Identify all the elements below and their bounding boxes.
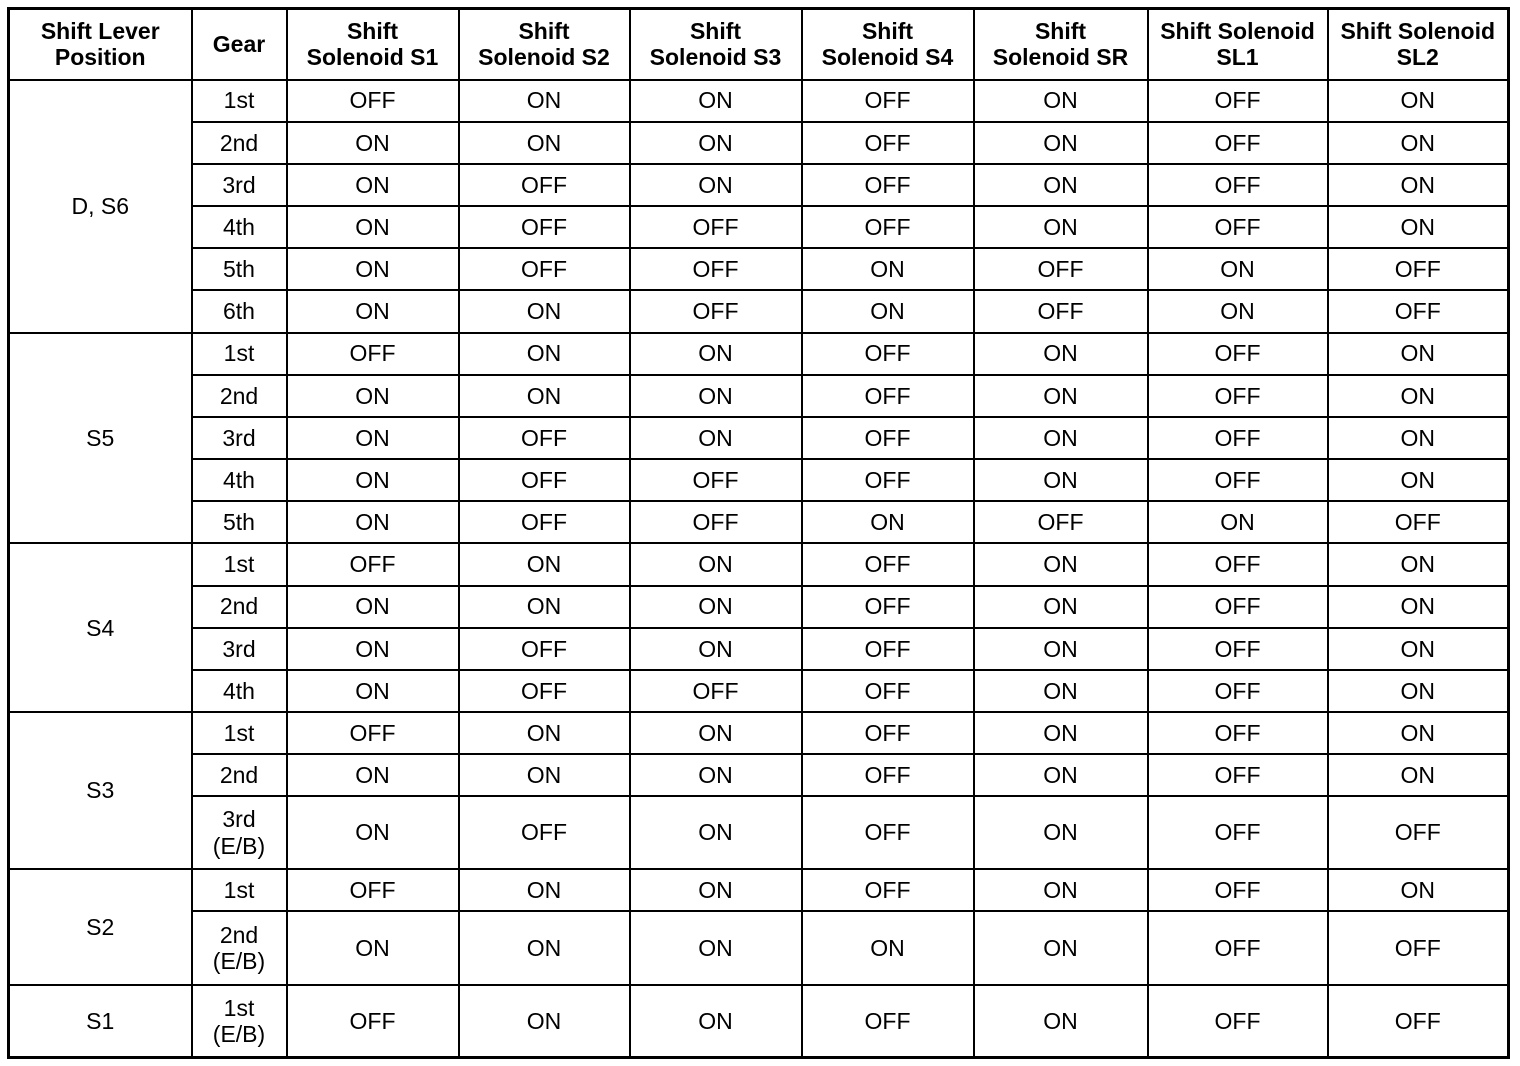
solenoid-state-cell: OFF (974, 501, 1148, 543)
solenoid-state-cell: OFF (630, 248, 802, 290)
solenoid-state-cell: OFF (630, 670, 802, 712)
header-solenoid-s2: Shift Solenoid S2 (459, 9, 630, 80)
solenoid-state-cell: OFF (459, 670, 630, 712)
gear-cell: 3rd (192, 628, 287, 670)
solenoid-state-cell: OFF (287, 80, 459, 122)
solenoid-state-cell: ON (802, 248, 974, 290)
gear-cell: 1st (192, 333, 287, 375)
header-solenoid-sl2: Shift Solenoid SL2 (1328, 9, 1509, 80)
solenoid-state-cell: OFF (1148, 869, 1328, 911)
solenoid-state-cell: ON (974, 712, 1148, 754)
solenoid-state-cell: ON (1328, 333, 1509, 375)
gear-cell: 6th (192, 290, 287, 332)
gear-cell: 3rd (192, 417, 287, 459)
solenoid-state-cell: ON (459, 985, 630, 1057)
gear-cell: 1st (192, 80, 287, 122)
solenoid-state-cell: OFF (802, 459, 974, 501)
table-row (9, 543, 1509, 585)
solenoid-state-cell: ON (287, 796, 459, 868)
solenoid-operation-table (7, 7, 1510, 1059)
header-solenoid-s1: Shift Solenoid S1 (287, 9, 459, 80)
solenoid-state-cell: ON (1328, 670, 1509, 712)
solenoid-state-cell: OFF (459, 164, 630, 206)
solenoid-state-cell: ON (974, 869, 1148, 911)
solenoid-state-cell: ON (974, 122, 1148, 164)
header-solenoid-sr: Shift Solenoid SR (974, 9, 1148, 80)
solenoid-state-cell: OFF (1148, 122, 1328, 164)
solenoid-state-cell: ON (287, 417, 459, 459)
solenoid-state-cell: ON (1328, 754, 1509, 796)
gear-cell: 2nd (192, 754, 287, 796)
shift-lever-position-cell: S4 (9, 543, 192, 712)
solenoid-state-cell: OFF (459, 459, 630, 501)
solenoid-state-cell: OFF (287, 543, 459, 585)
solenoid-state-cell: OFF (802, 754, 974, 796)
gear-cell: 1st (E/B) (192, 985, 287, 1057)
gear-cell: 2nd (192, 122, 287, 164)
table-row (9, 985, 1509, 1057)
solenoid-state-cell: ON (459, 290, 630, 332)
solenoid-state-cell: ON (459, 911, 630, 985)
solenoid-state-cell: OFF (802, 164, 974, 206)
solenoid-state-cell: OFF (802, 417, 974, 459)
solenoid-state-cell: OFF (1148, 586, 1328, 628)
solenoid-state-cell: OFF (1148, 417, 1328, 459)
solenoid-state-cell: OFF (1148, 164, 1328, 206)
solenoid-state-cell: ON (459, 333, 630, 375)
solenoid-state-cell: ON (974, 333, 1148, 375)
solenoid-state-cell: ON (287, 375, 459, 417)
solenoid-state-cell: ON (287, 670, 459, 712)
solenoid-state-cell: OFF (802, 122, 974, 164)
solenoid-state-cell: OFF (802, 796, 974, 868)
gear-cell: 3rd (192, 164, 287, 206)
gear-cell: 5th (192, 501, 287, 543)
solenoid-state-cell: ON (287, 248, 459, 290)
table-row (9, 869, 1509, 911)
table-row (9, 290, 1509, 332)
solenoid-state-cell: OFF (802, 333, 974, 375)
solenoid-state-cell: ON (630, 712, 802, 754)
solenoid-state-cell: ON (974, 586, 1148, 628)
solenoid-state-cell: ON (1328, 417, 1509, 459)
solenoid-state-cell: ON (974, 754, 1148, 796)
table-row (9, 459, 1509, 501)
solenoid-state-cell: ON (1328, 628, 1509, 670)
header-shift-lever-position: Shift Lever Position (9, 9, 192, 80)
solenoid-state-cell: ON (287, 164, 459, 206)
solenoid-state-cell: ON (1328, 543, 1509, 585)
solenoid-state-cell: ON (974, 417, 1148, 459)
solenoid-state-cell: OFF (802, 670, 974, 712)
solenoid-state-cell: OFF (287, 333, 459, 375)
solenoid-state-cell: ON (1148, 290, 1328, 332)
solenoid-state-cell: OFF (1328, 911, 1509, 985)
solenoid-state-cell: OFF (459, 796, 630, 868)
solenoid-state-cell: OFF (630, 206, 802, 248)
solenoid-state-cell: OFF (287, 869, 459, 911)
table-row (9, 375, 1509, 417)
shift-lever-position-cell: S3 (9, 712, 192, 869)
solenoid-state-cell: OFF (459, 628, 630, 670)
solenoid-state-cell: ON (1328, 712, 1509, 754)
gear-cell: 1st (192, 543, 287, 585)
solenoid-state-cell: ON (630, 586, 802, 628)
table-row (9, 248, 1509, 290)
solenoid-state-cell: OFF (802, 375, 974, 417)
solenoid-state-cell: ON (630, 375, 802, 417)
table-row (9, 712, 1509, 754)
solenoid-state-cell: ON (802, 911, 974, 985)
solenoid-state-cell: OFF (1148, 80, 1328, 122)
solenoid-state-cell: ON (459, 754, 630, 796)
solenoid-state-cell: ON (459, 122, 630, 164)
solenoid-state-cell: ON (1328, 206, 1509, 248)
solenoid-state-cell: OFF (630, 501, 802, 543)
solenoid-state-cell: ON (630, 122, 802, 164)
solenoid-state-cell: ON (1328, 122, 1509, 164)
solenoid-state-cell: OFF (802, 628, 974, 670)
table-row (9, 628, 1509, 670)
table-row (9, 501, 1509, 543)
header-gear: Gear (192, 9, 287, 80)
solenoid-state-cell: OFF (287, 985, 459, 1057)
solenoid-state-cell: OFF (802, 869, 974, 911)
solenoid-state-cell: ON (459, 375, 630, 417)
solenoid-state-cell: ON (630, 869, 802, 911)
table-row (9, 80, 1509, 122)
solenoid-state-cell: ON (630, 985, 802, 1057)
solenoid-state-cell: ON (630, 333, 802, 375)
solenoid-state-cell: OFF (459, 501, 630, 543)
solenoid-state-cell: OFF (1148, 712, 1328, 754)
solenoid-state-cell: ON (630, 796, 802, 868)
gear-cell: 1st (192, 712, 287, 754)
solenoid-state-cell: ON (974, 628, 1148, 670)
solenoid-state-cell: ON (1148, 248, 1328, 290)
solenoid-state-cell: ON (974, 670, 1148, 712)
solenoid-state-cell: OFF (802, 586, 974, 628)
solenoid-state-cell: OFF (1148, 754, 1328, 796)
solenoid-state-cell: ON (1328, 80, 1509, 122)
solenoid-state-cell: ON (630, 543, 802, 585)
solenoid-state-cell: ON (630, 628, 802, 670)
solenoid-state-cell: ON (974, 375, 1148, 417)
solenoid-state-cell: OFF (1148, 459, 1328, 501)
solenoid-state-cell: ON (287, 122, 459, 164)
solenoid-state-cell: ON (1328, 459, 1509, 501)
solenoid-state-cell: OFF (1148, 628, 1328, 670)
solenoid-state-cell: ON (974, 164, 1148, 206)
solenoid-state-cell: OFF (1148, 796, 1328, 868)
shift-lever-position-cell: S1 (9, 985, 192, 1057)
solenoid-state-cell: ON (287, 911, 459, 985)
solenoid-state-cell: ON (802, 501, 974, 543)
solenoid-state-cell: ON (1328, 164, 1509, 206)
solenoid-state-cell: ON (287, 754, 459, 796)
table-row (9, 911, 1509, 985)
table-row (9, 417, 1509, 459)
table-row (9, 122, 1509, 164)
solenoid-state-cell: OFF (1328, 796, 1509, 868)
solenoid-state-cell: ON (974, 206, 1148, 248)
shift-lever-position-cell: S2 (9, 869, 192, 985)
solenoid-state-cell: OFF (802, 712, 974, 754)
solenoid-state-cell: ON (630, 911, 802, 985)
gear-cell: 4th (192, 670, 287, 712)
solenoid-state-cell: OFF (802, 80, 974, 122)
header-solenoid-s3: Shift Solenoid S3 (630, 9, 802, 80)
solenoid-state-cell: OFF (459, 248, 630, 290)
gear-cell: 3rd (E/B) (192, 796, 287, 868)
table-row (9, 670, 1509, 712)
solenoid-state-cell: OFF (802, 985, 974, 1057)
solenoid-state-cell: OFF (1328, 290, 1509, 332)
solenoid-state-cell: OFF (1148, 375, 1328, 417)
solenoid-state-cell: ON (287, 501, 459, 543)
solenoid-state-cell: ON (459, 586, 630, 628)
shift-lever-position-cell: D, S6 (9, 80, 192, 333)
solenoid-state-cell: ON (287, 206, 459, 248)
header-solenoid-s4: Shift Solenoid S4 (802, 9, 974, 80)
gear-cell: 2nd (192, 586, 287, 628)
solenoid-state-cell: ON (459, 80, 630, 122)
solenoid-state-cell: ON (1148, 501, 1328, 543)
solenoid-state-cell: ON (1328, 375, 1509, 417)
solenoid-state-cell: OFF (1148, 985, 1328, 1057)
solenoid-state-cell: OFF (459, 206, 630, 248)
solenoid-state-cell: OFF (459, 417, 630, 459)
gear-cell: 4th (192, 206, 287, 248)
solenoid-state-cell: ON (1328, 869, 1509, 911)
solenoid-state-cell: OFF (1328, 985, 1509, 1057)
solenoid-state-cell: OFF (1328, 248, 1509, 290)
solenoid-state-cell: OFF (630, 290, 802, 332)
gear-cell: 2nd (E/B) (192, 911, 287, 985)
solenoid-state-cell: ON (974, 459, 1148, 501)
solenoid-state-cell: ON (287, 459, 459, 501)
solenoid-state-cell: ON (974, 985, 1148, 1057)
header-row (9, 9, 1509, 80)
solenoid-state-cell: ON (287, 628, 459, 670)
solenoid-state-cell: ON (974, 543, 1148, 585)
solenoid-state-cell: ON (630, 164, 802, 206)
solenoid-state-cell: OFF (630, 459, 802, 501)
gear-cell: 4th (192, 459, 287, 501)
solenoid-state-cell: OFF (1328, 501, 1509, 543)
table-row (9, 333, 1509, 375)
solenoid-state-cell: ON (287, 290, 459, 332)
solenoid-state-cell: OFF (974, 290, 1148, 332)
table-row (9, 586, 1509, 628)
solenoid-state-cell: ON (459, 712, 630, 754)
solenoid-state-cell: ON (459, 869, 630, 911)
gear-cell: 2nd (192, 375, 287, 417)
solenoid-state-cell: OFF (287, 712, 459, 754)
solenoid-state-cell: ON (974, 796, 1148, 868)
solenoid-state-cell: ON (802, 290, 974, 332)
gear-cell: 1st (192, 869, 287, 911)
gear-cell: 5th (192, 248, 287, 290)
table-row (9, 754, 1509, 796)
solenoid-state-cell: OFF (1148, 670, 1328, 712)
solenoid-state-cell: OFF (974, 248, 1148, 290)
solenoid-state-cell: ON (1328, 586, 1509, 628)
solenoid-state-cell: ON (287, 586, 459, 628)
shift-lever-position-cell: S5 (9, 333, 192, 544)
table-row (9, 164, 1509, 206)
solenoid-state-cell: ON (974, 80, 1148, 122)
solenoid-state-cell: OFF (802, 206, 974, 248)
table-row (9, 796, 1509, 868)
solenoid-state-cell: ON (459, 543, 630, 585)
solenoid-state-cell: OFF (1148, 911, 1328, 985)
solenoid-state-cell: ON (630, 80, 802, 122)
solenoid-state-cell: ON (630, 754, 802, 796)
table-row (9, 206, 1509, 248)
solenoid-state-cell: OFF (1148, 333, 1328, 375)
solenoid-state-cell: OFF (1148, 543, 1328, 585)
header-solenoid-sl1: Shift Solenoid SL1 (1148, 9, 1328, 80)
table-body (9, 80, 1509, 1058)
solenoid-state-cell: ON (974, 911, 1148, 985)
solenoid-state-cell: OFF (1148, 206, 1328, 248)
solenoid-state-cell: ON (630, 417, 802, 459)
solenoid-state-cell: OFF (802, 543, 974, 585)
